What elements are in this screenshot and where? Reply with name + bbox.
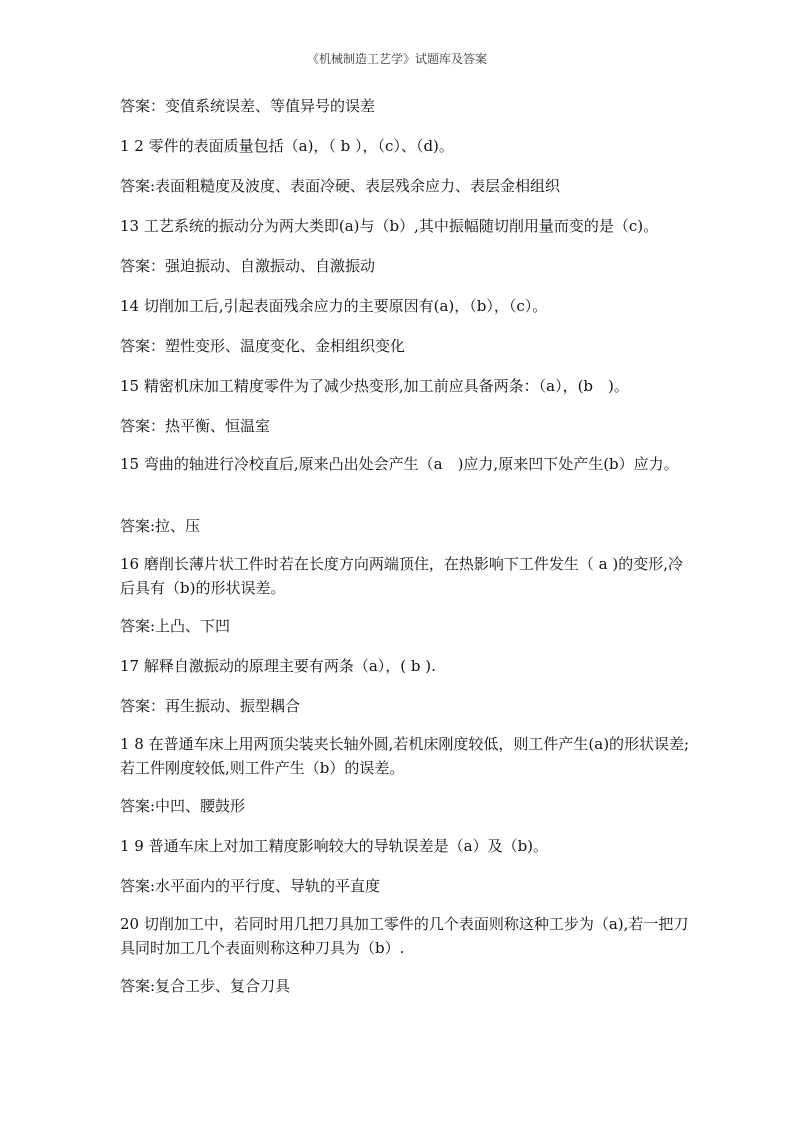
question-19: 1 9 普通车床上对加工精度影响较大的导轨误差是（a）及（b)。: [120, 837, 549, 855]
question-16: 16 磨削长薄片状工件时若在长度方向两端顶住，在热影响下工件发生（ a )的变形,冷后具有（b)的形状误差。: [120, 555, 683, 597]
answer-16: 答案:上凸、下凹: [120, 617, 231, 635]
answer-13: 答案：强迫振动、自激振动、自激振动: [120, 257, 376, 275]
answer-15a: 答案：热平衡、恒温室: [120, 417, 271, 435]
question-15b: 15 弯曲的轴进行冷校直后,原来凸出处会产生（a )应力,原来凹下处产生(b）应力。: [120, 455, 679, 473]
answer-14: 答案：塑性变形、温度变化、金相组织变化: [120, 337, 406, 355]
answer-11: 答案：变值系统误差、等值异号的误差: [120, 97, 376, 115]
question-14: 14 切削加工后,引起表面残余应力的主要原因有(a)，（b），（c）。: [120, 297, 548, 315]
question-20: 20 切削加工中，若同时用几把刀具加工零件的几个表面则称这种工步为（a),若一把刀具同时加工几个表面则称这种刀具为（b）.: [120, 915, 689, 957]
page-header: 《机械制造工艺学》试题库及答案: [306, 52, 487, 66]
answer-17: 答案：再生振动、振型耦合: [120, 697, 301, 715]
answer-12: 答案:表面粗糙度及波度、表面冷硬、表层残余应力、表层金相组织: [120, 177, 561, 195]
question-13: 13 工艺系统的振动分为两大类即(a)与（b）,其中振幅随切削用量而变的是（c)。: [120, 217, 659, 235]
answer-20: 答案:复合工步、复合刀具: [120, 977, 291, 995]
answer-18: 答案:中凹、腰鼓形: [120, 797, 246, 815]
question-15a: 15 精密机床加工精度零件为了减少热变形,加工前应具备两条：（a），(b )。: [120, 377, 629, 395]
question-12: 1 2 零件的表面质量包括（a)，（ b ），（c）、（d)。: [120, 137, 454, 155]
question-17: 17 解释自激振动的原理主要有两条（a），( b ).: [120, 657, 436, 675]
answer-15b: 答案:拉、压: [120, 517, 201, 535]
answer-19: 答案:水平面内的平行度、导轨的平直度: [120, 877, 381, 895]
question-18: 1 8 在普通车床上用两顶尖装夹长轴外圆,若机床刚度较低，则工件产生(a)的形状误差;若工件刚度较低,则工件产生（b）的误差。: [120, 735, 690, 777]
